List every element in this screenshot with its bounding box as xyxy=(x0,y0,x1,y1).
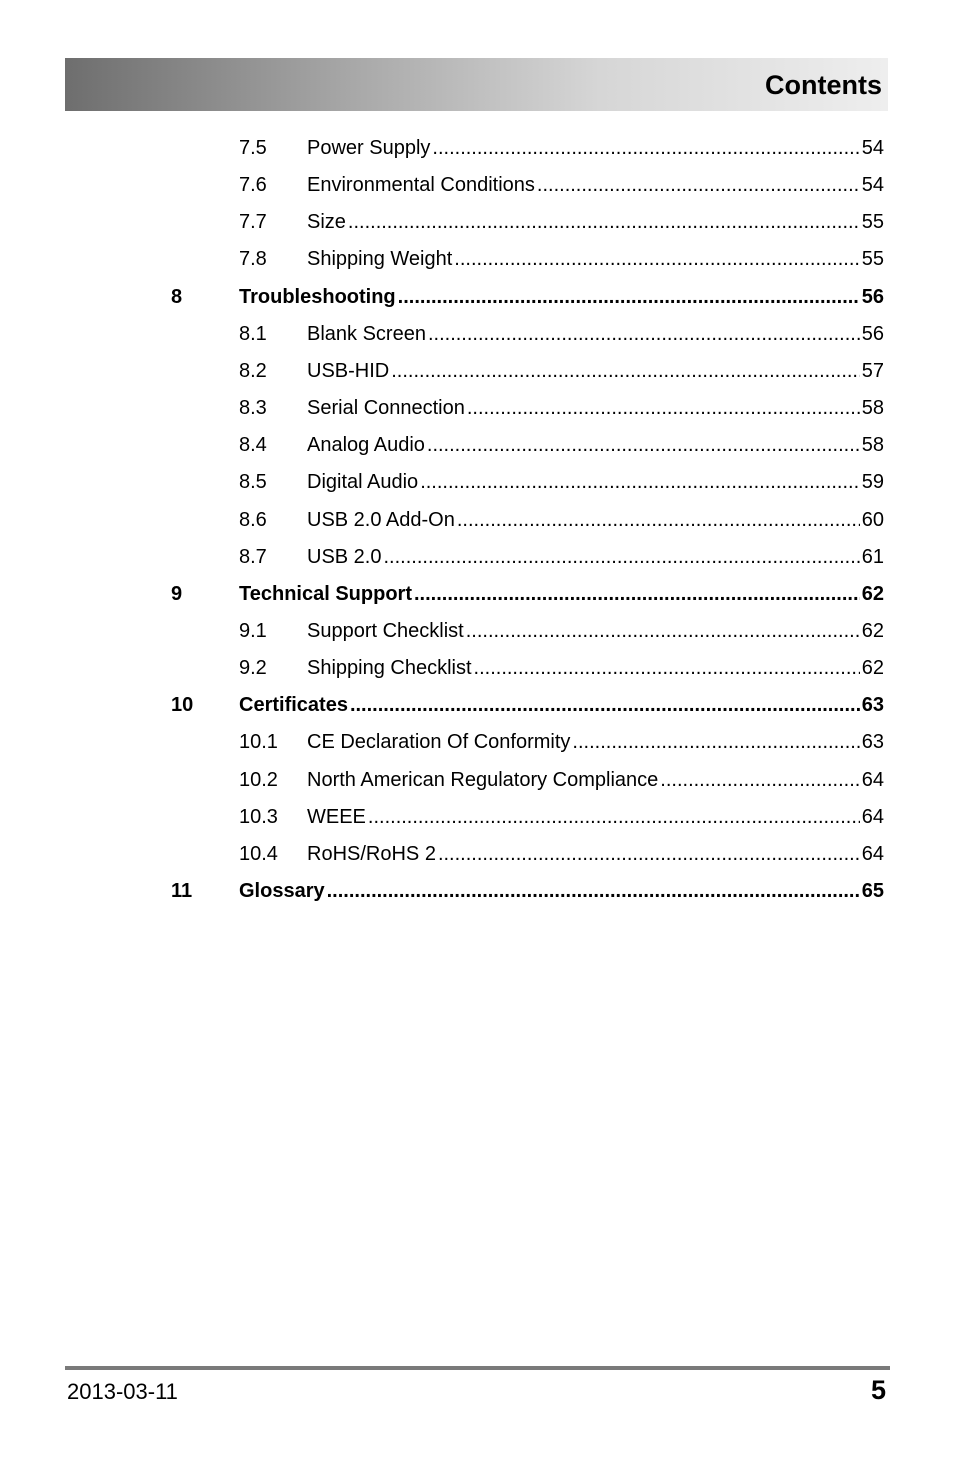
toc-entry-page: 64 xyxy=(861,842,884,865)
toc-entry-number: 8.5 xyxy=(239,471,267,494)
toc-section-entry[interactable] xyxy=(0,650,954,687)
toc-section-entry[interactable] xyxy=(0,316,954,353)
toc-entry-title: Technical Support xyxy=(239,582,412,605)
toc-dot-leader xyxy=(398,279,860,316)
toc-dot-leader xyxy=(368,799,860,836)
toc-entry-number: 8.3 xyxy=(239,397,267,420)
footer-divider xyxy=(65,1366,890,1370)
toc-entry-title: Power Supply xyxy=(307,137,431,159)
toc-entry-page: 64 xyxy=(861,805,884,828)
toc-entry-title: Environmental Conditions xyxy=(307,174,535,197)
toc-entry-number: 8.7 xyxy=(239,545,267,568)
toc-entry-title: Certificates xyxy=(239,694,348,717)
toc-entry-page: 54 xyxy=(861,137,884,159)
toc-entry-number: 8.6 xyxy=(239,508,267,531)
toc-entry-number: 9.1 xyxy=(239,619,267,642)
toc-entry-number: 8.4 xyxy=(239,434,267,457)
toc-entry-number: 8.2 xyxy=(239,359,267,382)
toc-entry-page: 62 xyxy=(861,619,884,642)
toc-entry-page: 63 xyxy=(861,694,884,717)
toc-entry-title: Digital Audio xyxy=(307,471,419,494)
toc-entry-page: 65 xyxy=(861,880,884,902)
toc-dot-leader xyxy=(537,167,860,204)
toc-section-entry[interactable] xyxy=(0,724,954,761)
toc-entry-title: Glossary xyxy=(239,880,325,902)
toc-entry-number: 10.2 xyxy=(239,768,278,791)
toc-entry-title: USB 2.0 Add-On xyxy=(307,508,455,531)
toc-entry-page: 64 xyxy=(861,768,884,791)
toc-section-entry[interactable] xyxy=(0,204,954,241)
toc-section-entry[interactable] xyxy=(0,539,954,576)
toc-entry-page: 56 xyxy=(861,285,884,308)
toc-entry-title: USB 2.0 xyxy=(307,545,382,568)
toc-entry-number: 7.6 xyxy=(239,174,267,197)
toc-entry-title: Serial Connection xyxy=(307,397,465,420)
toc-dot-leader xyxy=(467,390,860,427)
toc-entry-title: CE Declaration Of Conformity xyxy=(307,731,571,754)
toc-entry-number: 10.3 xyxy=(239,805,278,828)
page-title: Contents xyxy=(765,70,882,100)
toc-entry-number: 11 xyxy=(171,880,193,902)
toc-chapter-entry[interactable] xyxy=(0,687,954,724)
toc-entry-number: 7.7 xyxy=(239,211,267,234)
toc-entry-number: 7.8 xyxy=(239,248,267,271)
footer-page-number: 5 xyxy=(870,1375,886,1405)
toc-entry-title: Shipping Checklist xyxy=(307,657,472,680)
toc-dot-leader xyxy=(427,427,860,464)
toc-entry-number: 8.1 xyxy=(239,322,267,345)
toc-entry-title: Blank Screen xyxy=(307,322,426,345)
toc-entry-page: 61 xyxy=(861,545,884,568)
toc-entry-title: Support Checklist xyxy=(307,619,464,642)
toc-entry-title: Troubleshooting xyxy=(239,285,396,308)
toc-entry-title: USB-HID xyxy=(307,359,390,382)
toc-entry-page: 60 xyxy=(861,508,884,531)
toc-section-entry[interactable] xyxy=(0,241,954,278)
toc-section-entry[interactable] xyxy=(0,502,954,539)
toc-entry-number: 7.5 xyxy=(239,137,267,159)
toc-entry-title: Size xyxy=(307,211,346,234)
toc-dot-leader xyxy=(414,576,860,613)
toc-entry-number: 10.4 xyxy=(239,842,278,865)
toc-entry-page: 54 xyxy=(861,174,884,197)
toc-entry-number: 9.2 xyxy=(239,657,267,680)
toc-dot-leader xyxy=(454,241,859,278)
toc-entry-page: 55 xyxy=(861,211,884,234)
toc-section-entry[interactable] xyxy=(0,799,954,836)
toc-entry-page: 58 xyxy=(861,397,884,420)
toc-dot-leader xyxy=(572,724,859,761)
toc-section-entry[interactable] xyxy=(0,464,954,501)
toc-entry-page: 58 xyxy=(861,434,884,457)
toc-dot-leader xyxy=(391,353,860,390)
toc-chapter-entry[interactable] xyxy=(0,576,954,613)
toc-dot-leader xyxy=(350,687,860,724)
toc-section-entry[interactable] xyxy=(0,390,954,427)
toc-dot-leader xyxy=(383,539,859,576)
toc-entry-page: 63 xyxy=(861,731,884,754)
toc-dot-leader xyxy=(432,130,859,167)
footer-date: 2013-03-11 xyxy=(67,1379,178,1404)
toc-chapter-entry[interactable] xyxy=(0,873,954,910)
toc-entry-number: 8 xyxy=(171,285,183,308)
toc-entry-page: 56 xyxy=(861,322,884,345)
toc-entry-title: WEEE xyxy=(307,805,366,828)
toc-entry-page: 55 xyxy=(861,248,884,271)
toc-dot-leader xyxy=(327,873,860,910)
toc-entry-page: 62 xyxy=(861,657,884,680)
toc-section-entry[interactable] xyxy=(0,353,954,390)
toc-dot-leader xyxy=(428,316,860,353)
header-bar xyxy=(65,58,888,111)
toc-entry-title: Shipping Weight xyxy=(307,248,453,271)
toc-dot-leader xyxy=(660,762,859,799)
toc-entry-number: 9 xyxy=(171,582,183,605)
toc-section-entry[interactable] xyxy=(0,130,954,167)
toc-entry-number: 10 xyxy=(171,694,194,717)
toc-dot-leader xyxy=(474,650,860,687)
toc-entry-page: 59 xyxy=(861,471,884,494)
toc-entry-title: North American Regulatory Compliance xyxy=(307,768,659,791)
toc-section-entry[interactable] xyxy=(0,762,954,799)
toc-dot-leader xyxy=(348,204,860,241)
toc-dot-leader xyxy=(420,464,860,501)
toc-dot-leader xyxy=(438,836,860,873)
toc-entry-title: RoHS/RoHS 2 xyxy=(307,842,436,865)
toc-chapter-entry[interactable] xyxy=(0,279,954,316)
toc-dot-leader xyxy=(457,502,860,539)
toc-dot-leader xyxy=(466,613,860,650)
toc-entry-number: 10.1 xyxy=(239,731,278,754)
toc-section-entry[interactable] xyxy=(0,167,954,204)
toc-entry-title: Analog Audio xyxy=(307,434,425,457)
toc-section-entry[interactable] xyxy=(0,613,954,650)
toc-entry-page: 57 xyxy=(861,359,884,382)
toc-entry-page: 62 xyxy=(861,582,884,605)
toc-section-entry[interactable] xyxy=(0,427,954,464)
toc-section-entry[interactable] xyxy=(0,836,954,873)
